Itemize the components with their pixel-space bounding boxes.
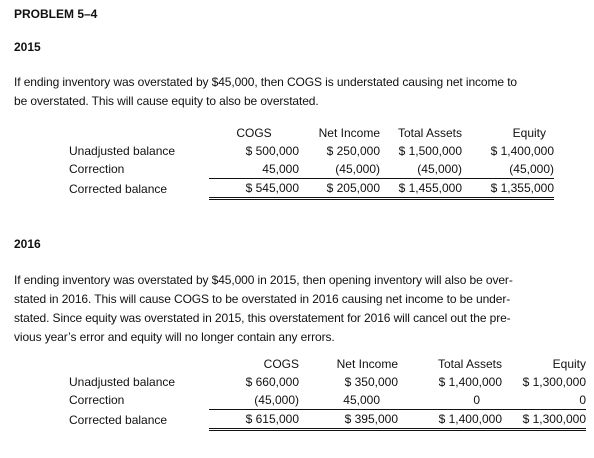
cell-cogs: $ 660,000 bbox=[245, 375, 299, 389]
table-row bbox=[69, 142, 554, 160]
col-header-equity: Equity bbox=[512, 126, 546, 140]
table-header-row bbox=[69, 355, 586, 373]
paragraph-line: vious year’s error and equity will no longer contain any errors. bbox=[14, 330, 335, 344]
cell-total-assets: $ 1,400,000 bbox=[398, 410, 502, 430]
paragraph-line: If ending inventory was overstated by $45,000 in 2015, then opening inventory will also be over- bbox=[14, 273, 513, 287]
row-label: Correction bbox=[69, 393, 125, 408]
paragraph-2015 bbox=[14, 73, 580, 111]
cell-equity: 0 bbox=[502, 391, 586, 410]
table-row bbox=[69, 160, 554, 179]
table-2015 bbox=[69, 124, 554, 200]
cell-net-income: $ 205,000 bbox=[299, 179, 380, 199]
cell-equity: (45,000) bbox=[462, 160, 554, 179]
cell-equity: $ 1,400,000 bbox=[490, 144, 554, 158]
paragraph-line: stated in 2016. This will cause COGS to be overstated in 2016 causing net income to be under- bbox=[14, 292, 511, 306]
cell-net-income: $ 350,000 bbox=[344, 375, 398, 389]
cell-total-assets: $ 1,455,000 bbox=[380, 179, 462, 199]
cell-total-assets: (45,000) bbox=[380, 160, 462, 179]
cell-cogs: 45,000 bbox=[209, 160, 299, 179]
cell-cogs: (45,000) bbox=[209, 391, 299, 410]
row-label: Corrected balance bbox=[69, 181, 168, 196]
cell-net-income: (45,000) bbox=[299, 160, 380, 179]
col-header-total-assets: Total Assets bbox=[437, 357, 502, 371]
table-row bbox=[69, 391, 586, 410]
col-header-net-income: Net Income bbox=[336, 357, 398, 371]
col-header-net-income: Net Income bbox=[318, 126, 380, 140]
paragraph-2016 bbox=[14, 271, 580, 347]
paragraph-line: stated. Since equity was overstated in 2015, this overstatement for 2016 will cancel out the pre- bbox=[14, 311, 511, 325]
table-row bbox=[69, 373, 586, 391]
cell-total-assets: 0 bbox=[398, 391, 502, 410]
page-title: PROBLEM 5–4 bbox=[14, 7, 98, 21]
cell-total-assets: $ 1,400,000 bbox=[438, 375, 502, 389]
cell-equity: $ 1,300,000 bbox=[522, 375, 586, 389]
row-label: Unadjusted balance bbox=[69, 375, 176, 389]
cell-net-income: $ 395,000 bbox=[299, 410, 398, 430]
row-label: Unadjusted balance bbox=[69, 144, 176, 158]
paragraph-line: be overstated. This will cause equity to also be overstated. bbox=[14, 94, 319, 108]
table-row bbox=[69, 179, 554, 199]
cell-equity: $ 1,300,000 bbox=[502, 410, 586, 430]
col-header-equity: Equity bbox=[552, 357, 586, 371]
cell-cogs: $ 615,000 bbox=[209, 410, 299, 430]
cell-cogs: $ 545,000 bbox=[209, 179, 299, 199]
table-header-row bbox=[69, 124, 554, 142]
cell-total-assets: $ 1,500,000 bbox=[398, 144, 462, 158]
year-heading-2016: 2016 bbox=[14, 237, 41, 251]
col-header-total-assets: Total Assets bbox=[397, 126, 462, 140]
paragraph-line: If ending inventory was overstated by $45,000, then COGS is understated causing net income to bbox=[14, 75, 518, 89]
row-label: Correction bbox=[69, 162, 125, 177]
col-header-cogs: COGS bbox=[263, 357, 299, 371]
table-row bbox=[69, 410, 586, 430]
table-2016 bbox=[69, 355, 586, 431]
year-heading-2015: 2015 bbox=[14, 40, 41, 54]
cell-equity: $ 1,355,000 bbox=[462, 179, 554, 199]
cell-net-income: $ 250,000 bbox=[326, 144, 380, 158]
cell-cogs: $ 500,000 bbox=[245, 144, 299, 158]
row-label: Corrected balance bbox=[69, 412, 168, 427]
col-header-cogs: COGS bbox=[236, 126, 272, 140]
cell-net-income: 45,000 bbox=[299, 391, 398, 410]
